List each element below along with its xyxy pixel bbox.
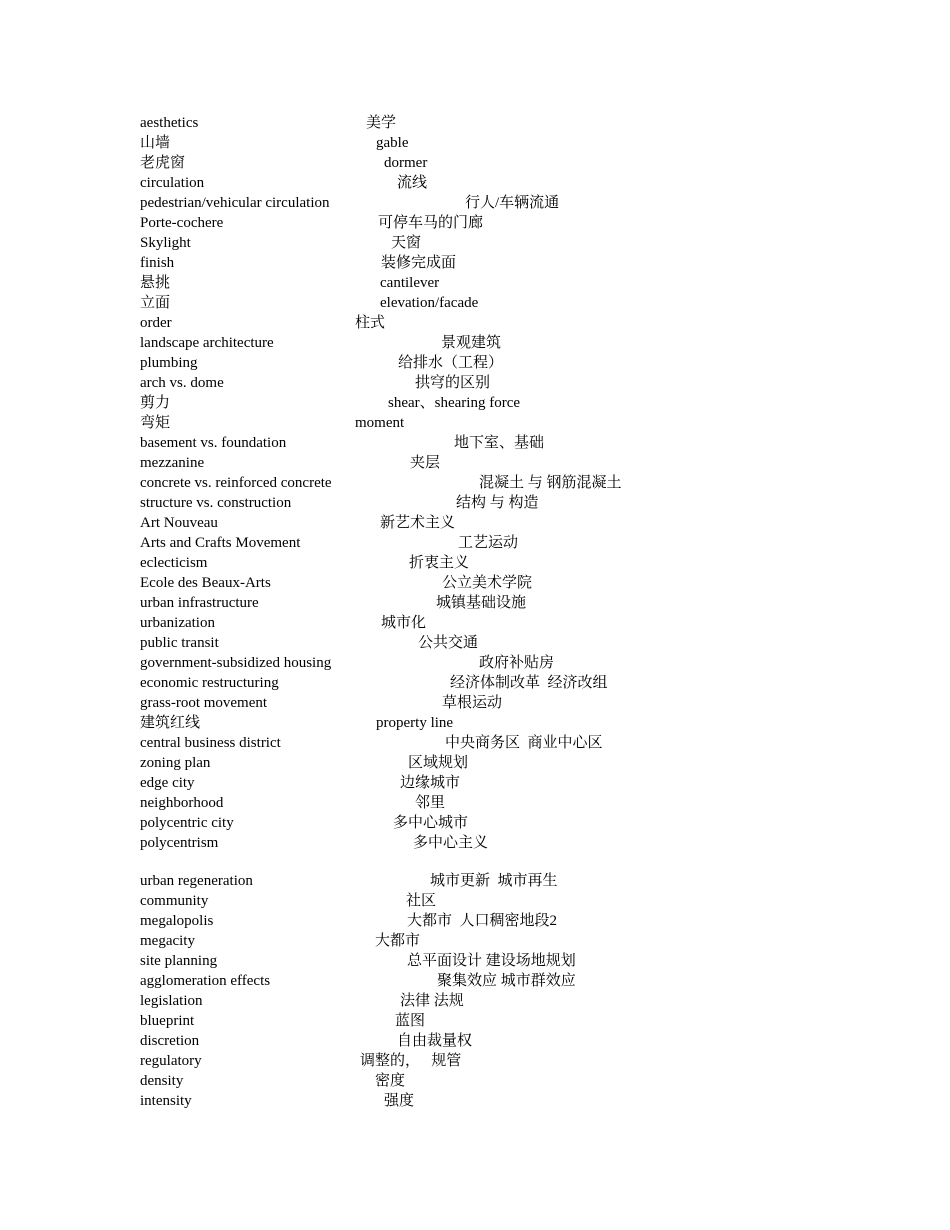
entry-term: polycentrism [140,835,219,851]
entry-translation: 流线 [397,175,428,191]
entry-translation: 大都市 [375,933,421,949]
glossary-entry [0,1011,950,1031]
glossary-entry [0,613,950,633]
glossary-entry [0,673,950,693]
entry-term: megacity [140,933,195,949]
entry-term: Arts and Crafts Movement [140,535,301,551]
glossary-entry [0,273,950,293]
entry-term: Skylight [140,235,191,251]
entry-term: basement vs. foundation [140,435,287,451]
entry-term: agglomeration effects [140,973,271,989]
entry-term: community [140,893,209,909]
entry-term: circulation [140,175,205,191]
entry-translation: 自由裁量权 [397,1033,473,1049]
glossary-entry [0,173,950,193]
entry-term: 立面 [140,295,171,311]
entry-translation: property line [376,715,454,731]
entry-translation: 聚集效应 城市群效应 [437,973,576,989]
entry-translation: 调整的， 规管 [360,1053,462,1069]
entry-translation: 可停车马的门廊 [378,215,484,231]
entry-translation: 新艺术主义 [380,515,456,531]
glossary-entry [0,653,950,673]
glossary-entry [0,833,950,853]
glossary-entry [0,753,950,773]
glossary-entry [0,133,950,153]
glossary-entry [0,871,950,891]
glossary-entry [0,233,950,253]
entry-term: density [140,1073,184,1089]
glossary-entry [0,693,950,713]
glossary-entry [0,633,950,653]
entry-term: 弯矩 [140,415,171,431]
entry-term: urbanization [140,615,215,631]
entry-term: structure vs. construction [140,495,292,511]
entry-translation: 结构 与 构造 [456,495,539,511]
entry-term: Art Nouveau [140,515,218,531]
entry-term: landscape architecture [140,335,274,351]
entry-translation: 中央商务区 商业中心区 [445,735,603,751]
entry-translation: 经济体制改革 经济改组 [450,675,608,691]
entry-translation: 大都市 人口稠密地段2 [407,913,558,929]
entry-term: 山墙 [140,135,171,151]
entry-term: site planning [140,953,218,969]
entry-translation: 行人/车辆流通 [465,195,560,211]
entry-term: order [140,315,172,331]
entry-translation: 城市化 [381,615,427,631]
entry-translation: 蓝图 [395,1013,426,1029]
entry-term: finish [140,255,175,271]
entry-translation: dormer [384,155,428,171]
entry-translation: 多中心主义 [413,835,489,851]
entry-translation: 区域规划 [408,755,469,771]
entry-term: megalopolis [140,913,214,929]
glossary-entry [0,533,950,553]
entry-term: arch vs. dome [140,375,224,391]
entry-translation: gable [376,135,409,151]
entry-term: urban infrastructure [140,595,259,611]
glossary-entry [0,253,950,273]
glossary-entry [0,293,950,313]
glossary-entry [0,573,950,593]
glossary-entry [0,713,950,733]
entry-translation: moment [355,415,405,431]
glossary-entry [0,891,950,911]
glossary-entry [0,353,950,373]
entry-translation: elevation/facade [380,295,479,311]
glossary-entry [0,773,950,793]
glossary-entry [0,433,950,453]
glossary-entry [0,113,950,133]
glossary-entry [0,813,950,833]
entry-translation: 给排水（工程） [398,355,504,371]
entry-term: zoning plan [140,755,211,771]
entry-translation: cantilever [380,275,440,291]
glossary-entry [0,733,950,753]
glossary-entry [0,931,950,951]
entry-translation: 天窗 [391,235,422,251]
glossary-entry [0,333,950,353]
entry-term: 剪力 [140,395,171,411]
glossary-entry [0,1091,950,1111]
glossary-entry [0,1071,950,1091]
entry-term: mezzanine [140,455,205,471]
glossary-entry [0,373,950,393]
glossary-entry [0,153,950,173]
entry-term: central business district [140,735,281,751]
glossary-entry [0,513,950,533]
entry-translation: 边缘城市 [400,775,461,791]
glossary-entry [0,1031,950,1051]
glossary-entry [0,793,950,813]
glossary-entry [0,911,950,931]
entry-term: Porte-cochere [140,215,224,231]
entry-translation: 总平面设计 建设场地规划 [407,953,576,969]
entry-term: edge city [140,775,195,791]
entry-translation: 美学 [366,115,397,131]
entry-translation: 城镇基础设施 [436,595,527,611]
entry-term: concrete vs. reinforced concrete [140,475,332,491]
entry-translation: 公立美术学院 [442,575,533,591]
entry-term: 老虎窗 [140,155,186,171]
entry-term: government-subsidized housing [140,655,332,671]
entry-translation: 装修完成面 [381,255,457,271]
glossary-entry [0,971,950,991]
glossary-entry [0,493,950,513]
entry-term: plumbing [140,355,198,371]
entry-term: 悬挑 [140,275,171,291]
entry-translation: 景观建筑 [441,335,502,351]
glossary-entry [0,951,950,971]
entry-translation: 工艺运动 [458,535,519,551]
glossary-entry [0,413,950,433]
glossary-entry [0,1051,950,1071]
entry-translation: 社区 [406,893,437,909]
entry-term: intensity [140,1093,192,1109]
glossary-entry [0,593,950,613]
entry-translation: 拱穹的区别 [415,375,491,391]
entry-translation: 混凝土 与 钢筋混凝土 [479,475,622,491]
entry-translation: 强度 [384,1093,415,1109]
entry-term: regulatory [140,1053,202,1069]
entry-translation: 政府补贴房 [479,655,555,671]
entry-term: urban regeneration [140,873,253,889]
entry-term: neighborhood [140,795,224,811]
glossary-entry [0,453,950,473]
entry-term: economic restructuring [140,675,279,691]
entry-term: 建筑红线 [140,715,201,731]
entry-translation: shear、shearing force [388,395,521,411]
entry-translation: 折衷主义 [409,555,470,571]
entry-term: blueprint [140,1013,195,1029]
entry-translation: 邻里 [415,795,446,811]
glossary-entry [0,313,950,333]
entry-term: Ecole des Beaux-Arts [140,575,271,591]
entry-term: eclecticism [140,555,208,571]
glossary-entry [0,393,950,413]
glossary-entry [0,193,950,213]
entry-translation: 草根运动 [442,695,503,711]
entry-translation: 地下室、基础 [454,435,545,451]
entry-term: public transit [140,635,219,651]
entry-translation: 城市更新 城市再生 [430,873,558,889]
entry-translation: 密度 [375,1073,406,1089]
entry-translation: 法律 法规 [400,993,464,1009]
entry-term: pedestrian/vehicular circulation [140,195,330,211]
glossary-entry [0,991,950,1011]
glossary-entry [0,213,950,233]
entry-translation: 夹层 [410,455,441,471]
glossary-entry [0,553,950,573]
entry-translation: 公共交通 [418,635,479,651]
entry-term: polycentric city [140,815,234,831]
entry-translation: 柱式 [355,315,386,331]
entry-term: discretion [140,1033,200,1049]
entry-term: aesthetics [140,115,199,131]
entry-term: grass-root movement [140,695,268,711]
glossary-entry [0,473,950,493]
entry-term: legislation [140,993,203,1009]
entry-translation: 多中心城市 [393,815,469,831]
